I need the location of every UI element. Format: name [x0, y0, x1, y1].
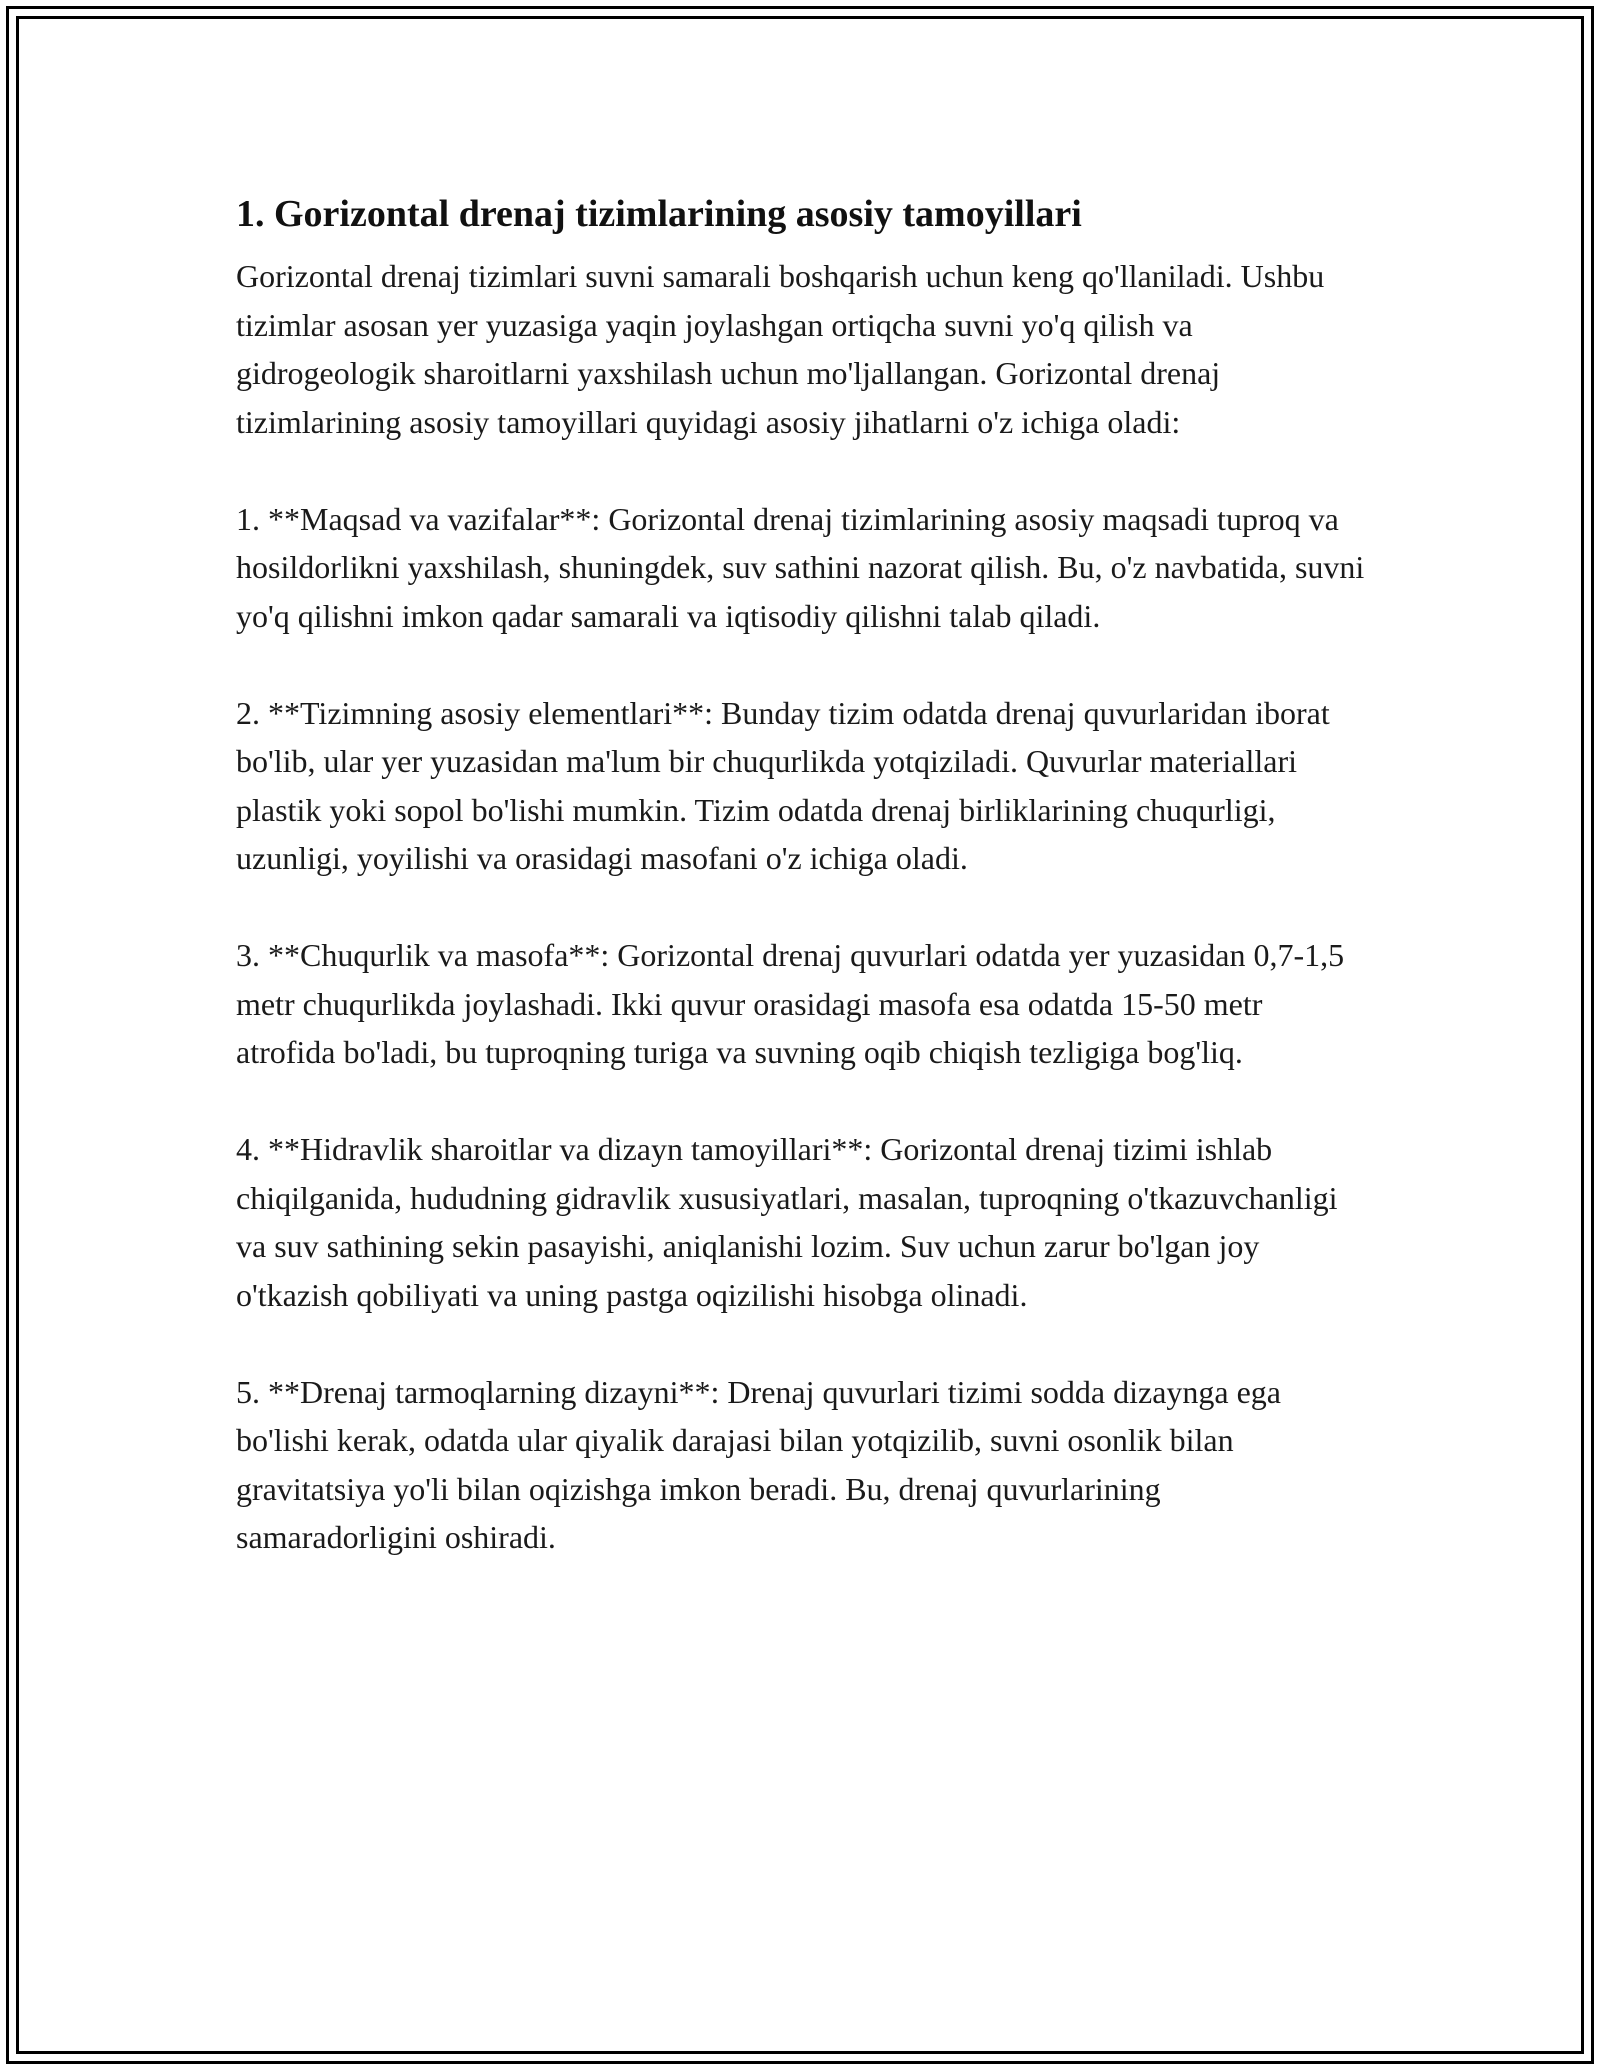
- paragraph-goals: 1. **Maqsad va vazifalar**: Gorizontal drenaj tizimlarining asosiy maqsadi tuproq va hosildorlikni yaxshilash, shuningdek, suv sathini nazorat qilish. Bu, o'z navbatida, suvni yo'q qilishni imkon qadar samarali va iqtisodiy qilishni talab qiladi.: [236, 500, 1365, 634]
- paragraph-depth-spacing: 3. **Chuqurlik va masofa**: Gorizontal drenaj quvurlari odatda yer yuzasidan 0,7-1,5 metr chuqurlikda joylashadi. Ikki quvur orasidagi masofa esa odatda 15-50 metr atrofida bo'ladi, bu tuproqning turiga va suvning oqib chiqish tezligiga bog'liq.: [236, 937, 1345, 1070]
- paragraph-elements: 2. **Tizimning asosiy elementlari**: Bunday tizim odatda drenaj quvurlaridan iborat bo'lib, ular yer yuzasidan ma'lum bir chuqurlikda yotqiziladi. Quvurlar materiallari plastik yoki sopol bo'lishi mumkin. Tizim odatda drenaj birliklarining chuqurligi, uzunligi, yoyilishi va orasidagi masofani o'z ichiga oladi.: [236, 694, 1330, 876]
- section-title: 1. Gorizontal drenaj tizimlarining asosiy tamoyillari: [236, 193, 1082, 235]
- paragraph-hydraulics: 4. **Hidravlik sharoitlar va dizayn tamoyillari**: Gorizontal drenaj tizimi ishlab chiqilganida, hududning gidravlik xususiyatlari, masalan, tuproqning o'tkazuvchanligi va suv sathining sekin pasayishi, aniqlanishi lozim. Suv uchun zarur bo'lgan joy o'tkazish qobiliyati va uning pastga oqizilishi hisobga olinadi.: [236, 1131, 1338, 1313]
- paragraph-network-design: 5. **Drenaj tarmoqlarning dizayni**: Drenaj quvurlari tizimi sodda dizaynga ega bo'lishi kerak, odatda ular qiyalik darajasi bilan yotqizilib, suvni osonlik bilan gravitatsiya yo'li bilan oqizishga imkon beradi. Bu, drenaj quvurlarining samaradorligini oshiradi.: [236, 1373, 1281, 1555]
- intro-paragraph: Gorizontal drenaj tizimlari suvni samarali boshqarish uchun keng qo'llaniladi. Ushbu tizimlar asosan yer yuzasiga yaqin joylashgan ortiqcha suvni yo'q qilish va gidrogeologik sharoitlarni yaxshilash uchun mo'ljallangan. Gorizontal drenaj tizimlarining asosiy tamoyillari quyidagi asosiy jihatlarni o'z ichiga oladi:: [236, 258, 1325, 440]
- document-body: [236, 186, 1366, 1610]
